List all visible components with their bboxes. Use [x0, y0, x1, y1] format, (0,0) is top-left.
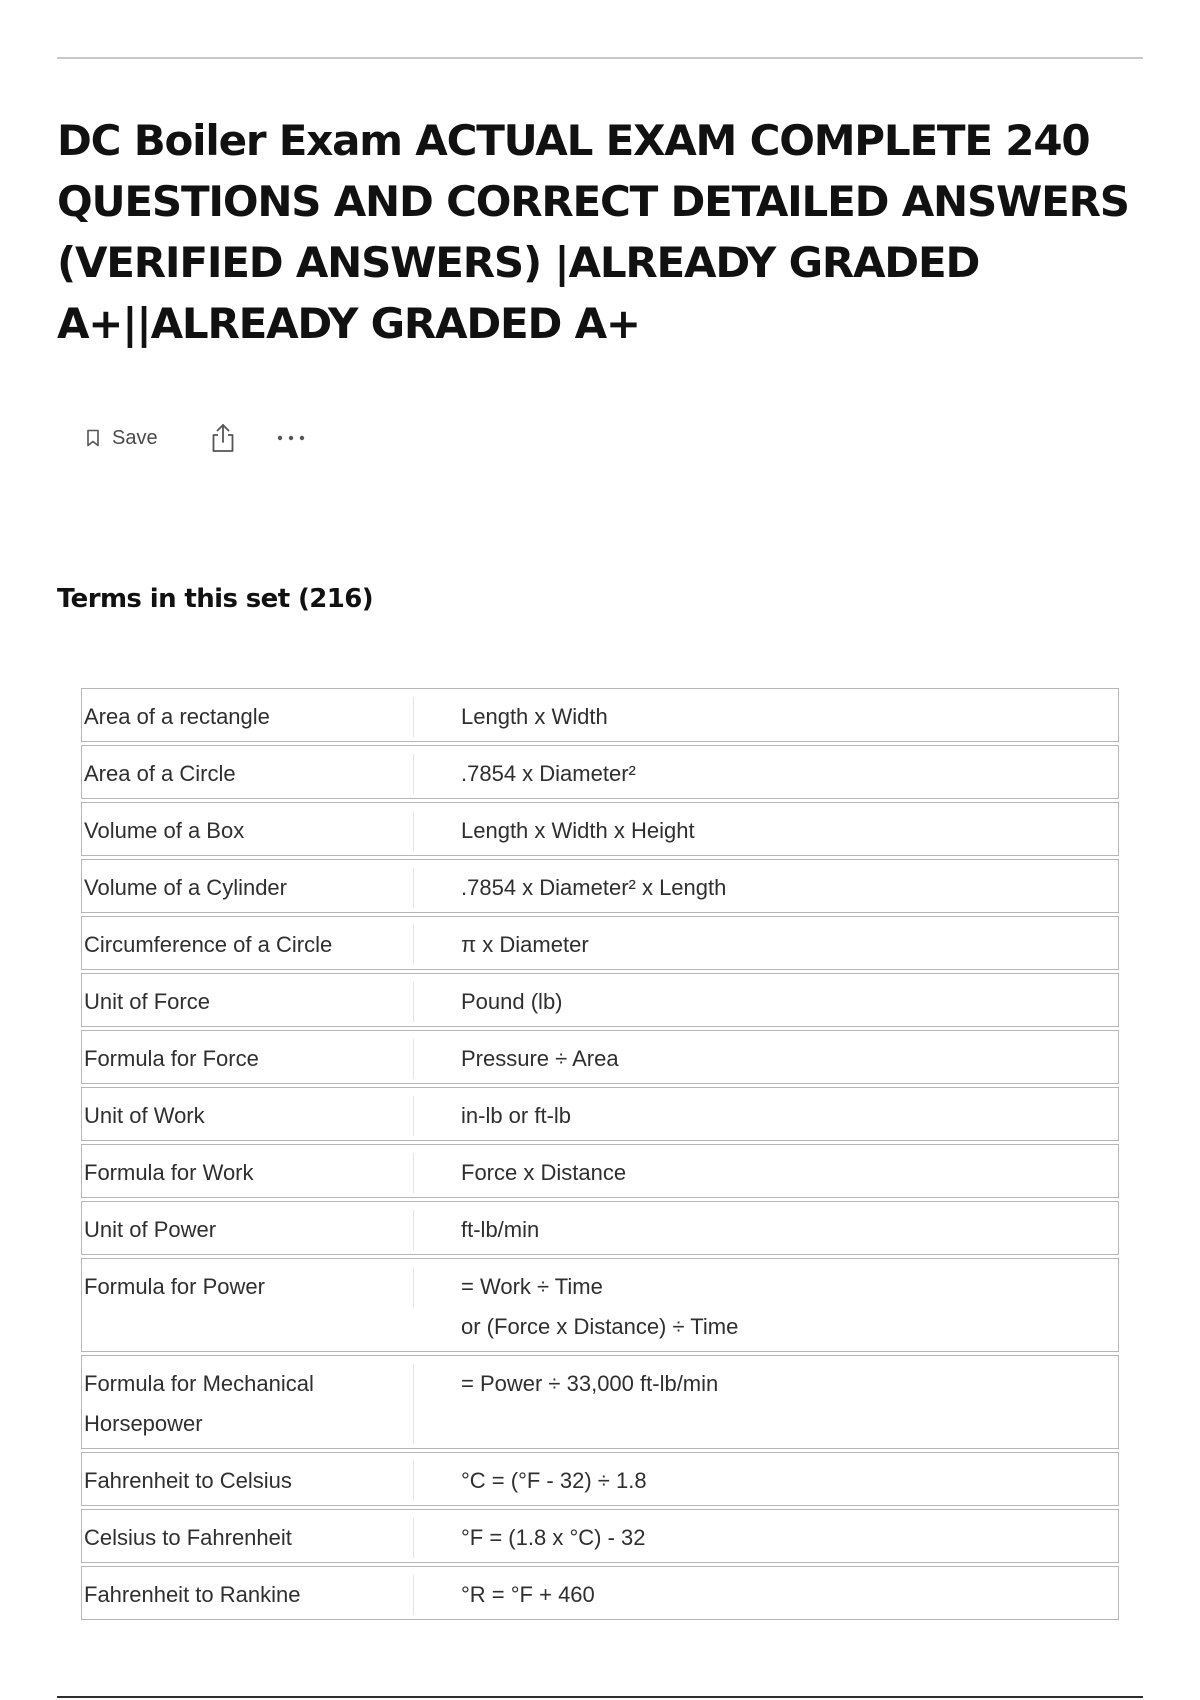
- term-row: [81, 973, 1119, 1027]
- page-title: DC Boiler Exam ACTUAL EXAM COMPLETE 240 QUESTIONS AND CORRECT DETAILED ANSWERS (VERIFIED ANSWERS) |ALREADY GRADED A+||ALREADY GRADED A+: [57, 116, 1129, 348]
- top-divider: [57, 57, 1143, 59]
- definition-line: π x Diameter: [461, 932, 589, 957]
- terms-table: [81, 685, 1119, 1623]
- term-cell: [81, 859, 414, 913]
- term-row: [81, 1566, 1119, 1620]
- term-row: [81, 1087, 1119, 1141]
- definition-line: or (Force x Distance) ÷ Time: [461, 1314, 739, 1339]
- definition-cell: [414, 1258, 1119, 1352]
- term-cell: [81, 688, 414, 742]
- term-cell: [81, 973, 414, 1027]
- definition-cell: [414, 1201, 1119, 1255]
- term-text: Circumference of a Circle: [84, 925, 414, 965]
- definition-cell: [414, 859, 1119, 913]
- term-cell: [81, 1566, 414, 1620]
- bottom-divider: [57, 1696, 1143, 1698]
- definition-cell: [414, 1509, 1119, 1563]
- term-row: [81, 745, 1119, 799]
- share-button[interactable]: [210, 423, 236, 453]
- definition-cell: [414, 973, 1119, 1027]
- term-row: [81, 1201, 1119, 1255]
- definition-line: .7854 x Diameter²: [461, 761, 636, 786]
- term-row: [81, 802, 1119, 856]
- save-button[interactable]: [86, 427, 158, 450]
- term-text: Volume of a Cylinder: [84, 868, 414, 908]
- term-cell: [81, 802, 414, 856]
- term-row: [81, 916, 1119, 970]
- term-text: Formula for Force: [84, 1039, 414, 1079]
- term-text: Celsius to Fahrenheit: [84, 1518, 414, 1558]
- definition-line: Length x Width x Height: [461, 818, 695, 843]
- term-text: Formula for Power: [84, 1267, 414, 1307]
- term-text: Formula for Mechanical Horsepower: [84, 1364, 414, 1444]
- term-cell: [81, 916, 414, 970]
- term-cell: [81, 1201, 414, 1255]
- term-text: Fahrenheit to Rankine: [84, 1575, 414, 1615]
- term-row: [81, 1452, 1119, 1506]
- term-row: [81, 1258, 1119, 1352]
- term-cell: [81, 1087, 414, 1141]
- term-row: [81, 1030, 1119, 1084]
- term-cell: [81, 1144, 414, 1198]
- term-row: [81, 1355, 1119, 1449]
- term-text: Formula for Work: [84, 1153, 414, 1193]
- save-label: Save: [112, 426, 158, 449]
- term-text: Unit of Work: [84, 1096, 414, 1136]
- definition-line: = Power ÷ 33,000 ft-lb/min: [461, 1371, 719, 1396]
- definition-line: .7854 x Diameter² x Length: [461, 875, 727, 900]
- term-text: Area of a Circle: [84, 754, 414, 794]
- term-cell: [81, 1258, 414, 1352]
- definition-cell: [414, 1566, 1119, 1620]
- term-cell: [81, 1452, 414, 1506]
- term-text: Unit of Force: [84, 982, 414, 1022]
- definition-line: in-lb or ft-lb: [461, 1103, 572, 1128]
- definition-cell: [414, 688, 1119, 742]
- share-icon: [210, 423, 236, 453]
- more-icon: [276, 434, 306, 442]
- definition-line: Force x Distance: [461, 1160, 627, 1185]
- definition-cell: [414, 1087, 1119, 1141]
- definition-cell: [414, 1144, 1119, 1198]
- definition-line: Pound (lb): [461, 989, 563, 1014]
- terms-heading: Terms in this set (216): [57, 584, 374, 614]
- bookmark-icon: [86, 429, 100, 447]
- term-cell: [81, 1509, 414, 1563]
- more-options-button[interactable]: [276, 434, 306, 442]
- term-text: Volume of a Box: [84, 811, 414, 851]
- term-cell: [81, 1355, 414, 1449]
- term-text: Area of a rectangle: [84, 697, 414, 737]
- term-cell: [81, 745, 414, 799]
- term-row: [81, 1509, 1119, 1563]
- definition-line: Length x Width: [461, 704, 608, 729]
- definition-line: ft-lb/min: [461, 1217, 540, 1242]
- definition-cell: [414, 802, 1119, 856]
- term-row: [81, 1144, 1119, 1198]
- definition-cell: [414, 1355, 1119, 1449]
- definition-line: °C = (°F - 32) ÷ 1.8: [461, 1468, 647, 1493]
- action-bar: [86, 420, 306, 456]
- definition-cell: [414, 916, 1119, 970]
- definition-line: °F = (1.8 x °C) - 32: [461, 1525, 646, 1550]
- definition-cell: [414, 1030, 1119, 1084]
- term-row: [81, 688, 1119, 742]
- definition-line: = Work ÷ Time: [461, 1274, 603, 1299]
- term-text: Fahrenheit to Celsius: [84, 1461, 414, 1501]
- term-row: [81, 859, 1119, 913]
- definition-line: °R = °F + 460: [461, 1582, 595, 1607]
- definition-line: Pressure ÷ Area: [461, 1046, 619, 1071]
- definition-cell: [414, 745, 1119, 799]
- term-text: Unit of Power: [84, 1210, 414, 1250]
- definition-cell: [414, 1452, 1119, 1506]
- term-cell: [81, 1030, 414, 1084]
